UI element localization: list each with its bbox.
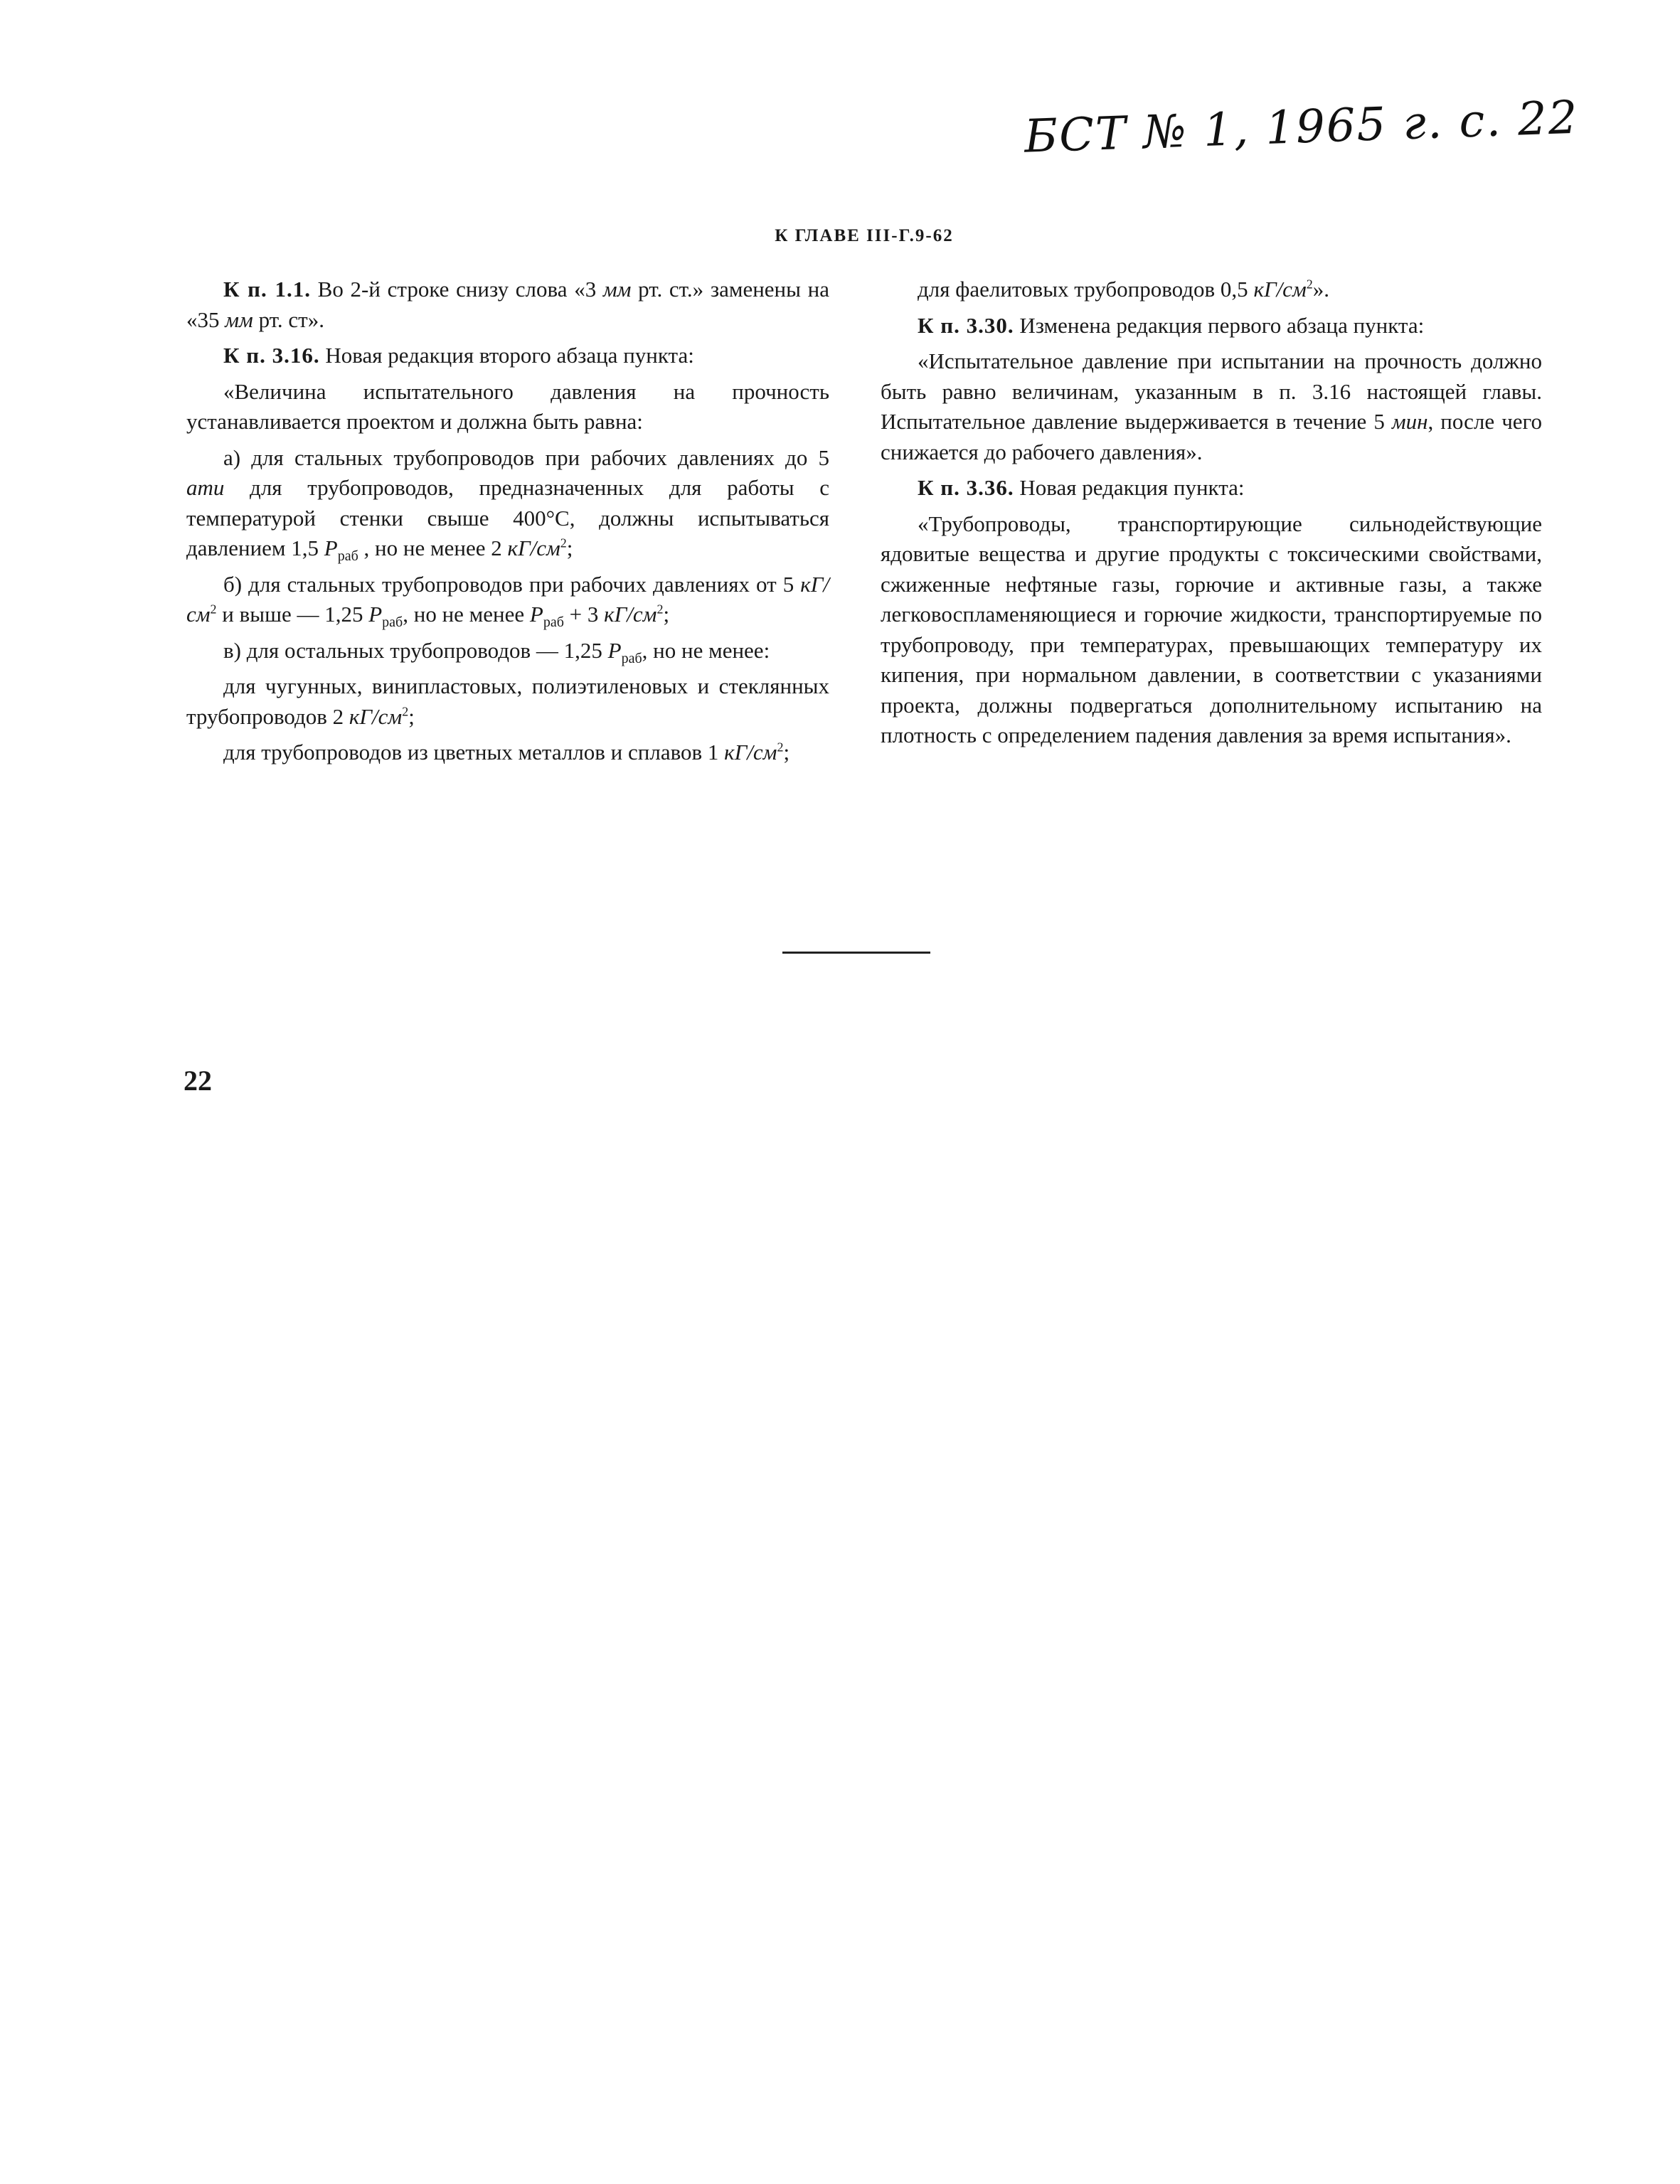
paragraph-3-16: К п. 3.16. Новая редакция второго абзаца пункта:	[223, 343, 694, 368]
clause-ref: К п. 3.16.	[223, 343, 320, 368]
handwritten-annotation: БСТ № 1, 1965 г. с. 22	[1023, 91, 1580, 164]
quote-paragraph: «Испытательное давление при испытании на прочность должно быть равно величинам, указанным в п. 3.16 настоящей главы. Испытательное давление выдерживается в течение 5 мин, после чего снижается до рабочего давления».	[881, 348, 1542, 464]
left-column	[186, 275, 829, 774]
paragraph-3-30: К п. 3.30. Изменена редакция первого абзаца пункта:	[918, 312, 1425, 338]
chapter-title: К ГЛАВЕ III-Г.9-62	[775, 226, 954, 245]
sub-item-faolite: для фаелитовых трубопроводов 0,5 $кГ/см^2$».	[918, 277, 1329, 302]
section-divider	[782, 952, 930, 954]
sub-item-nonferrous: для трубопроводов из цветных металлов и сплавов 1 $кГ/см^2$;	[223, 740, 790, 765]
quote-paragraph: «Величина испытательного давления на прочность устанавливается проектом и должна быть равна:	[186, 378, 829, 434]
right-column	[881, 275, 1542, 757]
clause-ref: К п. 3.36.	[918, 475, 1014, 500]
clause-ref: К п. 3.30.	[918, 312, 1014, 338]
item-b: б) для стальных трубопроводов при рабочих давлениях от 5 $кГ/см^2$ и выше — 1,25 $P_{раб}$, но не менее $P_{раб} + 3$ $кГ/см^2$;	[186, 571, 829, 631]
sub-item-cast-iron: для чугунных, винипластовых, полиэтиленовых и стеклянных трубопроводов 2 $кГ/см^2$;	[186, 673, 829, 729]
paragraph-1-1: К п. 1.1. Во 2-й строке снизу слова «3 мм рт. ст.» заменены на «35 мм рт. ст».	[186, 277, 830, 332]
paragraph-3-36: К п. 3.36. Новая редакция пункта:	[918, 475, 1245, 500]
clause-ref: К п. 1.1.	[223, 277, 311, 302]
page-number: 22	[184, 1065, 212, 1097]
item-c: в) для остальных трубопроводов — 1,25 $P_{раб}$, но не менее:	[223, 637, 770, 666]
quote-paragraph: «Трубопроводы, транспортирующие сильнодействующие ядовитые вещества и другие продукты с токсическими свойствами, сжиженные нефтяные газы, горючие и активные газы, а также легковоспламеняющиеся и горючие жидкости, транспортируемые по трубопроводу, при температурах, превышающих температуру их кипения, при нормальном давлении, в соответствии с указаниями проекта, должны подвергаться дополнительному испытанию на плотность с определением падения давления за время испытания».	[881, 511, 1542, 747]
item-a: а) для стальных трубопроводов при рабочих давлениях до 5 ати для трубопроводов, предназначенных для работы с температурой стенки свыше 400°С, должны испытываться давлением 1,5 $P_{раб}$ , но не менее 2 $кГ/см^2$;	[186, 444, 829, 565]
